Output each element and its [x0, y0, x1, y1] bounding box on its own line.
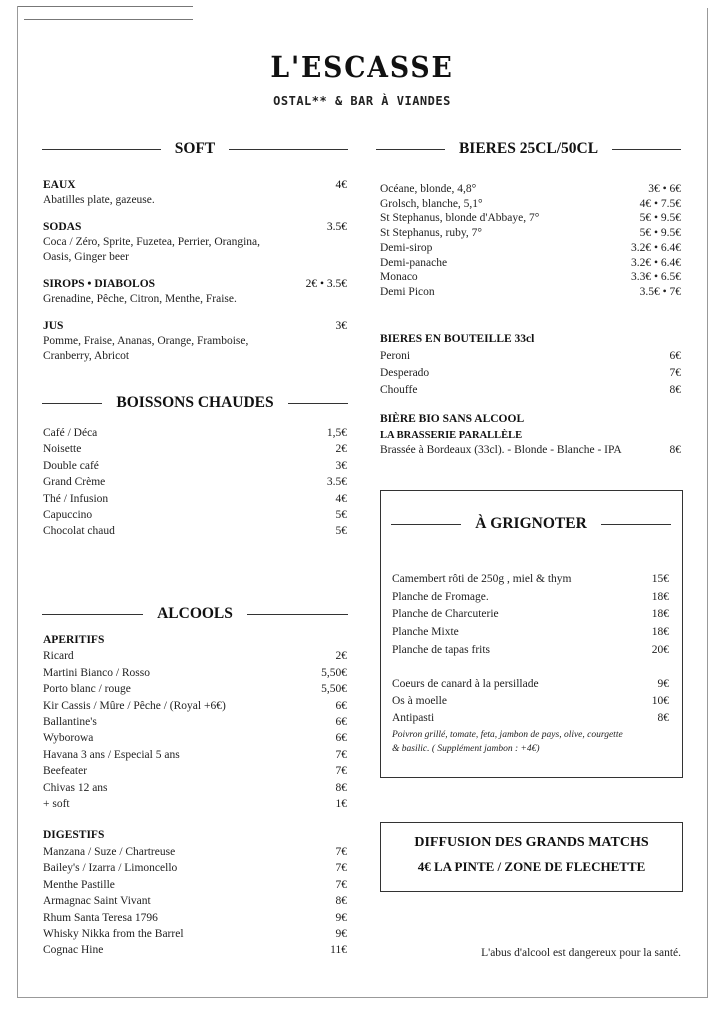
menu-item: [43, 844, 347, 860]
item-name: Antipasti: [392, 712, 435, 724]
menu-item: [43, 425, 347, 441]
item-price: 3.5€ • 7€: [639, 285, 681, 298]
frame-border-bottom: [17, 997, 708, 998]
soft-group-heading: [43, 178, 347, 193]
section-header-boissons-chaudes: BOISSONS CHAUDES: [42, 394, 348, 412]
matchs-box: [380, 822, 683, 892]
bieres-bouteille-heading: BIERES EN BOUTEILLE 33cl: [380, 333, 535, 345]
menu-item: [43, 763, 347, 779]
item-name: Chocolat chaud: [43, 525, 115, 538]
menu-item: [43, 942, 347, 958]
item-name: St Stephanus, ruby, 7°: [380, 227, 482, 240]
menu-item: [392, 589, 669, 607]
item-name: Océane, blonde, 4,8°: [380, 183, 477, 195]
group-name: SIROPS • DIABOLOS: [43, 278, 156, 290]
group-name: JUS: [43, 320, 64, 332]
note-line: & basilic. ( Supplément jambon : +4€): [392, 744, 540, 754]
menu-item: [43, 441, 347, 457]
soft-group: [43, 277, 347, 307]
group-price: 2€ • 3.5€: [305, 278, 347, 290]
soft-group: [43, 178, 347, 208]
item-name: Demi-panache: [380, 256, 448, 269]
boissons-chaudes-list: [43, 425, 347, 540]
soft-group-heading: [43, 277, 347, 292]
item-name: Kir Cassis / Mûre / Pêche / (Royal +6€): [43, 699, 226, 712]
menu-item: [43, 507, 347, 523]
group-description: Cranberry, Abricot: [43, 350, 130, 362]
item-name: Armagnac Saint Vivant: [43, 895, 151, 908]
grignoter-box: [380, 490, 683, 778]
item-price: 5,50€: [321, 666, 347, 679]
item-price: 7€: [335, 862, 347, 875]
menu-item: [43, 474, 347, 490]
item-price: 6€: [335, 716, 347, 729]
frame-line: [24, 19, 193, 20]
item-name: Chouffe: [380, 384, 418, 396]
item-price: 10€: [651, 695, 669, 707]
item-name: Camembert rôti de 250g , miel & thym: [392, 573, 572, 585]
alcools-section: [43, 632, 347, 959]
menu-item: [43, 730, 347, 746]
menu-item: [392, 571, 669, 589]
section-header-grignoter: À GRIGNOTER: [391, 515, 671, 533]
item-price: 2€: [335, 650, 347, 663]
item-price: 6€: [335, 699, 347, 712]
item-name: + soft: [43, 798, 70, 811]
group-price: 3€: [335, 320, 347, 332]
menu-item: [43, 681, 347, 697]
item-name: Rhum Santa Teresa 1796: [43, 911, 158, 924]
item-name: Cognac Hine: [43, 944, 104, 957]
item-price: 7€: [335, 878, 347, 891]
biere-bio-section: [380, 412, 681, 459]
frame-line: [17, 6, 193, 7]
menu-item: [392, 624, 669, 642]
group-description: Abatilles plate, gazeuse.: [43, 194, 155, 206]
item-price: 4€: [335, 492, 347, 505]
group-description: Pomme, Fraise, Ananas, Orange, Framboise,: [43, 335, 249, 347]
restaurant-logo: L'ESCASSE: [270, 50, 454, 84]
item-name: Peroni: [380, 350, 411, 362]
alcohol-warning: L'abus d'alcool est dangereux pour la santé.: [481, 947, 681, 959]
item-price: 7€: [335, 748, 347, 761]
menu-item: [43, 877, 347, 893]
item-name: Grand Crème: [43, 476, 106, 489]
menu-item: [380, 211, 681, 226]
group-name: EAUX: [43, 179, 76, 191]
item-price: 5€ • 9.5€: [639, 212, 681, 225]
grignoter-list: [392, 571, 669, 660]
item-price: 8€: [669, 384, 681, 396]
soft-group: [43, 220, 347, 265]
menu-item: [43, 747, 347, 763]
menu-item: [43, 491, 347, 507]
item-price: 8€: [669, 444, 681, 456]
item-name: Noisette: [43, 443, 82, 456]
item-price: 4€ • 7.5€: [639, 197, 681, 210]
menu-item: [43, 926, 347, 942]
section-header-alcools: ALCOOLS: [42, 605, 348, 623]
biere-bio-list: [380, 443, 681, 459]
item-price: 11€: [330, 944, 347, 957]
item-name: Coeurs de canard à la persillade: [392, 678, 539, 690]
soft-section: [43, 178, 347, 376]
item-name: Planche de Charcuterie: [392, 608, 499, 621]
item-name: Capuccino: [43, 509, 93, 522]
item-name: Desperado: [380, 367, 430, 379]
item-price: 7€: [669, 367, 681, 379]
menu-item: [392, 642, 669, 660]
item-price: 5,50€: [321, 683, 347, 696]
soft-group-heading: [43, 319, 347, 334]
item-price: 3.2€ • 6.4€: [630, 256, 681, 269]
item-price: 3€ • 6€: [648, 183, 681, 195]
item-name: Menthe Pastille: [43, 878, 115, 891]
biere-bio-heading: BIÈRE BIO SANS ALCOOL: [380, 413, 525, 425]
menu-item: [43, 780, 347, 796]
item-name: Os à moelle: [392, 695, 447, 707]
biere-bio-subheading: LA BRASSERIE PARALLÈLE: [380, 429, 523, 441]
item-name: Grolsch, blanche, 5,1°: [380, 197, 483, 210]
menu-item: [380, 197, 681, 212]
item-price: 3.5€: [326, 476, 347, 489]
group-price: 3.5€: [326, 221, 347, 233]
item-name: Brassée à Bordeaux (33cl). - Blonde - Blanche - IPA: [380, 444, 622, 456]
item-name: Porto blanc / rouge: [43, 683, 131, 696]
item-price: 8€: [335, 781, 347, 794]
item-name: Manzana / Suze / Chartreuse: [43, 845, 176, 858]
item-name: Thé / Infusion: [43, 492, 109, 505]
soft-group: [43, 319, 347, 364]
menu-item: [380, 382, 681, 399]
menu-item: [43, 458, 347, 474]
menu-item: [392, 710, 669, 727]
item-price: 6€: [669, 350, 681, 362]
menu-item: [380, 226, 681, 241]
item-price: 18€: [651, 626, 669, 639]
group-description: Coca / Zéro, Sprite, Fuzetea, Perrier, Orangina,: [43, 236, 261, 248]
menu-item: [380, 443, 681, 459]
item-price: 5€: [335, 509, 347, 522]
menu-item: [380, 285, 681, 300]
item-price: 9€: [657, 678, 669, 690]
item-name: Café / Déca: [43, 427, 98, 439]
item-price: 1€: [335, 798, 347, 811]
antipasti-note: [392, 728, 677, 756]
item-name: St Stephanus, blonde d'Abbaye, 7°: [380, 212, 540, 225]
item-name: Double café: [43, 459, 99, 472]
item-price: 9€: [335, 927, 347, 940]
aperitifs-list: [43, 648, 347, 812]
menu-item: [43, 714, 347, 730]
item-price: 9€: [335, 911, 347, 924]
item-price: 3.3€ • 6.5€: [630, 271, 681, 284]
item-name: Monaco: [380, 271, 418, 284]
group-price: 4€: [335, 179, 347, 191]
bieres-bouteille-list: [380, 348, 681, 399]
item-price: 3€: [335, 459, 347, 472]
item-price: 18€: [651, 590, 669, 603]
item-price: 20€: [651, 643, 669, 656]
matchs-offer: 4€ LA PINTE / ZONE DE FLECHETTE: [417, 859, 646, 874]
group-description: Grenadine, Pêche, Citron, Menthe, Fraise.: [43, 293, 237, 305]
item-name: Demi Picon: [380, 285, 435, 298]
menu-item: [380, 256, 681, 271]
item-price: 5€: [335, 525, 347, 538]
item-price: 7€: [335, 845, 347, 858]
soft-group-heading: [43, 220, 347, 235]
item-name: Havana 3 ans / Especial 5 ans: [43, 748, 180, 761]
item-name: Planche Mixte: [392, 626, 459, 639]
group-description: Oasis, Ginger beer: [43, 251, 129, 263]
menu-item: [380, 241, 681, 256]
item-price: 3.2€ • 6.4€: [630, 241, 681, 254]
restaurant-subtitle: OSTAL** & BAR À VIANDES: [273, 94, 451, 108]
note-line: Poivron grillé, tomate, feta, jambon de pays, olive, courgette: [392, 730, 623, 740]
menu-item: [43, 893, 347, 909]
menu-item: [392, 606, 669, 624]
item-price: 15€: [651, 573, 669, 585]
menu-item: [380, 270, 681, 285]
item-price: 2€: [335, 443, 347, 456]
digestifs-heading: DIGESTIFS: [43, 829, 105, 842]
item-price: 8€: [657, 712, 669, 724]
grignoter-list-2: [392, 676, 669, 727]
item-name: Ricard: [43, 650, 74, 663]
frame-border-right: [707, 8, 708, 998]
menu-item: [43, 523, 347, 539]
item-name: Planche de tapas frits: [392, 643, 491, 656]
aperitifs-heading: APERITIFS: [43, 634, 105, 646]
bieres-pression-list: [380, 182, 681, 300]
item-price: 18€: [651, 608, 669, 621]
item-name: Ballantine's: [43, 716, 97, 729]
menu-item: [43, 796, 347, 812]
menu-item: [43, 648, 347, 664]
group-name: SODAS: [43, 221, 82, 233]
item-name: Planche de Fromage.: [392, 590, 489, 603]
matchs-title: DIFFUSION DES GRANDS MATCHS: [414, 835, 649, 850]
item-name: Beefeater: [43, 765, 88, 778]
menu-item: [380, 365, 681, 382]
section-header-bieres: BIERES 25CL/50CL: [376, 140, 681, 158]
digestifs-list: [43, 844, 347, 959]
menu-item: [380, 348, 681, 365]
item-price: 5€ • 9.5€: [639, 227, 681, 240]
frame-border-left: [17, 6, 18, 998]
item-price: 8€: [335, 895, 347, 908]
menu-item: [43, 910, 347, 926]
bieres-bouteille-section: [380, 331, 681, 399]
menu-item: [392, 676, 669, 693]
section-header-soft: SOFT: [42, 140, 348, 158]
menu-item: [392, 693, 669, 710]
item-name: Demi-sirop: [380, 241, 433, 254]
menu-item: [43, 698, 347, 714]
menu-item: [43, 860, 347, 876]
item-name: Chivas 12 ans: [43, 781, 108, 794]
item-name: Wyborowa: [43, 732, 94, 745]
item-name: Whisky Nikka from the Barrel: [43, 927, 184, 940]
item-price: 7€: [335, 765, 347, 778]
menu-item: [380, 182, 681, 197]
menu-item: [43, 665, 347, 681]
item-price: 1,5€: [326, 427, 347, 439]
item-name: Bailey's / Izarra / Limoncello: [43, 862, 178, 875]
item-price: 6€: [335, 732, 347, 745]
item-name: Martini Bianco / Rosso: [43, 666, 151, 679]
